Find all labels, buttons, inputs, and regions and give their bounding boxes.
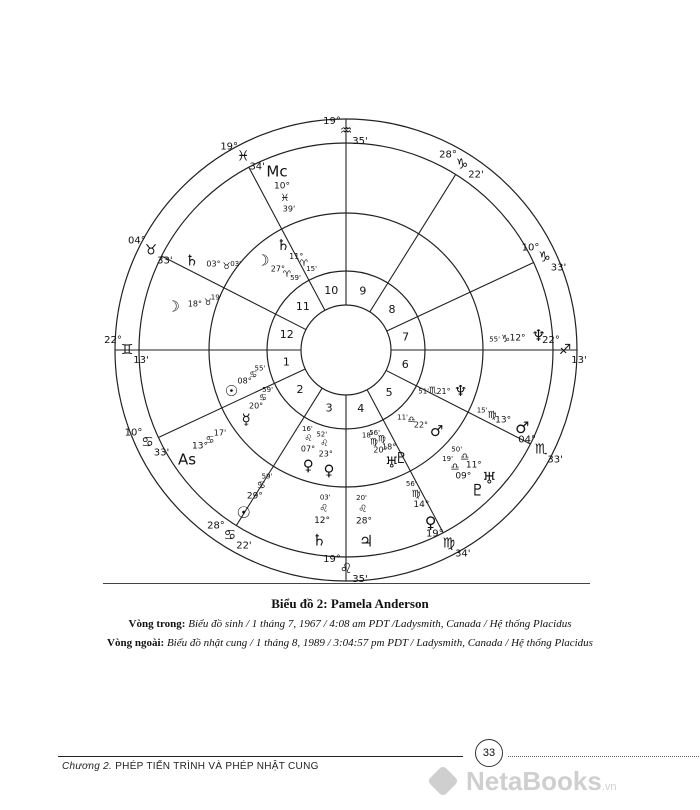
- cusp-sign-icon: ♉: [144, 242, 158, 259]
- cusp-sign-icon: ♋: [223, 527, 237, 544]
- cusp-label: [518, 434, 563, 465]
- cusp-sign-icon: ♐: [558, 342, 572, 358]
- cusp-degree: 28°: [207, 520, 225, 532]
- inner-ring-caption: [0, 618, 700, 630]
- cusp-degree: 19°: [220, 141, 239, 153]
- natal-planet-glyph-icon: ♀: [302, 456, 314, 475]
- progressed-planet-glyph-icon: ♀: [424, 512, 437, 532]
- chapter-title: PHÉP TIẾN TRÌNH VÀ PHÉP NHẬT CUNG: [115, 761, 319, 772]
- cusp-degree: 04°: [518, 434, 536, 446]
- natal-planet-degree: 21°: [436, 386, 451, 396]
- house-number-6: 6: [401, 357, 409, 371]
- cusp-sign-icon: ♒: [339, 123, 353, 139]
- natal-planet-degree: 11°: [289, 251, 304, 261]
- cusp-sign-icon: ♓: [236, 148, 250, 165]
- natal-planet-degree: 20°: [373, 445, 388, 455]
- ascendant-sign-icon: ♋: [205, 435, 215, 446]
- natal-planet-minute: 11': [397, 413, 408, 422]
- natal-planet-degree: 07°: [300, 444, 316, 454]
- natal-planet-sign-icon: ♍: [370, 437, 379, 448]
- natal-planet-degree: 18°: [382, 442, 397, 452]
- cusp-degree: 19°: [323, 116, 341, 127]
- house-cusp-line: [370, 174, 456, 311]
- progressed-planet-sign-icon: ♍: [487, 410, 497, 422]
- progressed-planet-minute: 03': [319, 493, 331, 502]
- cusp-degree: 10°: [124, 427, 143, 439]
- midheaven-label: Mc: [266, 162, 288, 181]
- center-circle: [301, 305, 391, 395]
- house-number-7: 7: [402, 330, 410, 344]
- progressed-planet-degree: 14°: [413, 500, 430, 511]
- cusp-minute: 35': [352, 136, 368, 147]
- cusp-label: [220, 142, 265, 173]
- cusp-degree: 28°: [439, 149, 457, 161]
- midheaven-sign-icon: ♓: [280, 193, 290, 204]
- natal-planet-minute: 03': [230, 259, 242, 268]
- cusp-degree: 19°: [323, 554, 341, 565]
- caption-rule: [103, 583, 590, 584]
- progressed-planet-sign-icon: ♋: [256, 480, 266, 492]
- cusp-label: [207, 521, 252, 552]
- natal-planet-sign-icon: ♈: [299, 259, 308, 270]
- watermark-suffix: .vn: [601, 781, 617, 793]
- inner-ring-label: Vòng trong:: [128, 618, 186, 630]
- ascendant-minute: 17': [213, 428, 227, 438]
- progressed-planet-glyph-icon: ♃: [359, 531, 374, 551]
- natal-planet-sign-icon: ♉: [222, 261, 231, 272]
- footer-dotted-rule: [508, 756, 700, 757]
- progressed-planet-degree: 12°: [509, 333, 526, 344]
- house-number-9: 9: [359, 284, 367, 298]
- natal-planet: [241, 386, 273, 429]
- cusp-minute: 34': [249, 161, 265, 173]
- house-cusp-line: [387, 263, 534, 331]
- house-number-4: 4: [357, 402, 365, 416]
- natal-planet-degree: 20°: [249, 401, 264, 411]
- house-number-12: 12: [279, 328, 294, 342]
- natal-planet-glyph-icon: ♄: [276, 235, 290, 254]
- natal-planet-sign-icon: ♋: [249, 370, 258, 381]
- outer-ring-text: Biểu đồ nhật cung / 1 tháng 8, 1989 / 3:04:57 pm PDT / Ladysmith, Canada / Hệ thống Placidus: [166, 637, 593, 649]
- cusp-minute: 33': [153, 447, 170, 459]
- cusp-minute: 33': [157, 255, 173, 267]
- natal-planet-minute: 15': [306, 264, 318, 273]
- cusp-label: [128, 236, 173, 267]
- cusp-minute: 33': [547, 454, 563, 466]
- footer-rule: [58, 756, 463, 757]
- cusp-minute: 35': [352, 574, 368, 585]
- progressed-planet-minute: 56': [405, 479, 417, 488]
- natal-planet: [316, 431, 334, 480]
- midheaven-minute: 39': [282, 204, 296, 214]
- progressed-planet-minute: 50': [451, 445, 463, 454]
- house-number-3: 3: [325, 401, 333, 415]
- progressed-planet-glyph-icon: ☉: [236, 503, 251, 523]
- natal-planet-glyph-icon: ♇: [394, 449, 409, 468]
- progressed-planet-glyph-icon: ♄: [311, 530, 327, 550]
- natal-planet: [397, 413, 443, 440]
- progressed-planet-glyph-icon: ♆: [531, 326, 546, 346]
- progressed-planet: [312, 494, 331, 550]
- cusp-degree: 22°: [104, 335, 122, 346]
- house-number-5: 5: [385, 386, 393, 400]
- progressed-planet-minute: 59': [261, 472, 273, 481]
- natal-planet-degree: 18°: [187, 299, 202, 309]
- progressed-planet-sign-icon: ♎: [460, 452, 470, 464]
- cusp-sign-icon: ♊: [120, 342, 134, 358]
- natal-planet-degree: 23°: [318, 449, 333, 459]
- cusp-sign-icon: ♑: [538, 249, 551, 266]
- natal-planet-minute: 52': [316, 430, 328, 439]
- cusp-minute: 22': [236, 540, 252, 552]
- progressed-planet-degree: 09°: [455, 471, 472, 482]
- natal-planet-sign-icon: ♌: [304, 433, 313, 444]
- natal-planet-minute: 56': [369, 429, 381, 438]
- cusp-label: [439, 149, 484, 180]
- cusp-minute: 22': [468, 169, 484, 181]
- cusp-label: [323, 116, 368, 147]
- progressed-planet-sign-icon: ♑: [501, 333, 511, 345]
- progressed-planet-degree: 29°: [246, 491, 263, 502]
- natal-planet: [301, 425, 315, 474]
- natal-planet-sign-icon: ♈: [282, 269, 291, 280]
- natal-planet-minute: 55': [254, 364, 266, 373]
- progressed-planet-degree: 13°: [495, 415, 512, 426]
- cusp-label: [522, 242, 567, 273]
- house-cusp-line: [158, 369, 305, 437]
- natal-planet-minute: 18': [361, 431, 373, 440]
- cusp-minute: 34': [455, 548, 471, 560]
- chapter-number: Chương 2.: [62, 761, 113, 772]
- house-number-2: 2: [296, 383, 304, 397]
- progressed-planet-glyph-icon: ♅: [482, 468, 497, 488]
- watermark-logo-icon: [427, 765, 459, 797]
- natal-planet-degree: 08°: [237, 376, 252, 386]
- natal-planet-sign-icon: ♏: [428, 386, 438, 397]
- cusp-degree: 22°: [542, 335, 560, 346]
- chart-title: Biểu đồ 2: Pamela Anderson: [271, 596, 429, 611]
- natal-planet-degree: 27°: [270, 264, 285, 274]
- progressed-planet-minute: 19': [442, 454, 454, 463]
- cusp-sign-icon: ♌: [339, 561, 353, 577]
- house-number-8: 8: [388, 302, 396, 316]
- outer-ring-caption: [0, 637, 700, 649]
- natal-planet-sign-icon: ♉: [203, 297, 212, 308]
- footer-chapter: [62, 761, 319, 772]
- cusp-sign-icon: ♋: [141, 434, 154, 451]
- house-number-10: 10: [324, 283, 339, 297]
- natal-planet-sign-icon: ♍: [377, 434, 387, 445]
- cusp-label: [426, 528, 471, 559]
- inner-ring-text: Biểu đồ sinh / 1 tháng 7, 1967 / 4:08 am PDT /Ladysmith, Canada / Hệ thống Placidus: [188, 618, 572, 630]
- progressed-planet-minute: 20': [356, 494, 367, 503]
- watermark-name: NetaBooks: [466, 766, 602, 796]
- cusp-minute: 33': [550, 262, 567, 274]
- progressed-planet-sign-icon: ♌: [319, 503, 329, 515]
- progressed-planet-sign-icon: ♍: [411, 488, 421, 500]
- progressed-planet: [406, 480, 437, 532]
- natal-planet-minute: 59': [290, 273, 301, 282]
- natal-planet-glyph-icon: ♄: [185, 251, 199, 270]
- page-number: 33: [475, 739, 503, 767]
- progressed-planet-glyph-icon: ♂: [515, 418, 530, 438]
- natal-planet-sign-icon: ♌: [320, 439, 329, 450]
- house-number-1: 1: [282, 355, 290, 369]
- natal-planet-glyph-icon: ☽: [166, 297, 181, 316]
- natal-planet: [167, 294, 222, 316]
- cusp-degree: 10°: [521, 242, 540, 254]
- natal-planet-minute: 16': [302, 425, 313, 434]
- progressed-planet-degree: 28°: [356, 516, 372, 527]
- natal-planet-degree: 22°: [413, 420, 429, 430]
- progressed-planet: [477, 407, 530, 437]
- outer-ring-label: Vòng ngoài:: [107, 637, 165, 649]
- ascendant-label: As: [177, 450, 197, 469]
- cusp-sign-icon: ♍: [442, 535, 456, 552]
- natal-planet: [185, 252, 241, 272]
- midheaven-degree: 10°: [274, 181, 290, 192]
- cusp-degree: 19°: [425, 528, 444, 540]
- progressed-planet-degree: 12°: [314, 515, 331, 526]
- natal-planet: [418, 382, 467, 400]
- cusp-minute: 13': [133, 355, 149, 366]
- natal-planet-glyph-icon: ♆: [453, 382, 468, 401]
- natal-planet-glyph-icon: ☽: [256, 251, 270, 270]
- progressed-planet: [356, 494, 373, 550]
- cusp-label: [125, 428, 170, 459]
- ascendant-degree: 13°: [192, 441, 208, 452]
- natal-planet-sign-icon: ♋: [258, 393, 267, 404]
- progressed-planet: [237, 472, 273, 522]
- progressed-planet-glyph-icon: ♇: [470, 480, 485, 500]
- natal-planet-minute: 59': [262, 385, 274, 394]
- natal-planet-glyph-icon: ♅: [384, 453, 399, 472]
- progressed-planet: [489, 326, 545, 345]
- progressed-planet-degree: 11°: [465, 460, 482, 471]
- natal-planet-minute: 19': [210, 293, 222, 302]
- cusp-degree: 04°: [128, 235, 146, 247]
- cusp-sign-icon: ♑: [455, 156, 469, 173]
- cusp-sign-icon: ♏: [534, 441, 548, 458]
- natal-planet-glyph-icon: ♂: [429, 422, 444, 441]
- progressed-planet-sign-icon: ♎: [450, 462, 460, 474]
- natal-planet-sign-icon: ♎: [407, 415, 416, 426]
- natal-planet-glyph-icon: ☿: [241, 410, 251, 429]
- natal-planet-glyph-icon: ♀: [323, 461, 335, 480]
- natal-planet-degree: 03°: [206, 259, 221, 269]
- natal-planet-glyph-icon: ☉: [224, 382, 239, 401]
- natal-planet-minute: 51': [418, 387, 430, 396]
- progressed-planet-minute: 55': [489, 335, 501, 344]
- progressed-planet-sign-icon: ♌: [358, 504, 368, 516]
- house-number-11: 11: [295, 299, 310, 313]
- house-cusp-lines: [115, 119, 577, 581]
- progressed-planet-minute: 15': [476, 406, 488, 415]
- cusp-minute: 13': [571, 355, 587, 366]
